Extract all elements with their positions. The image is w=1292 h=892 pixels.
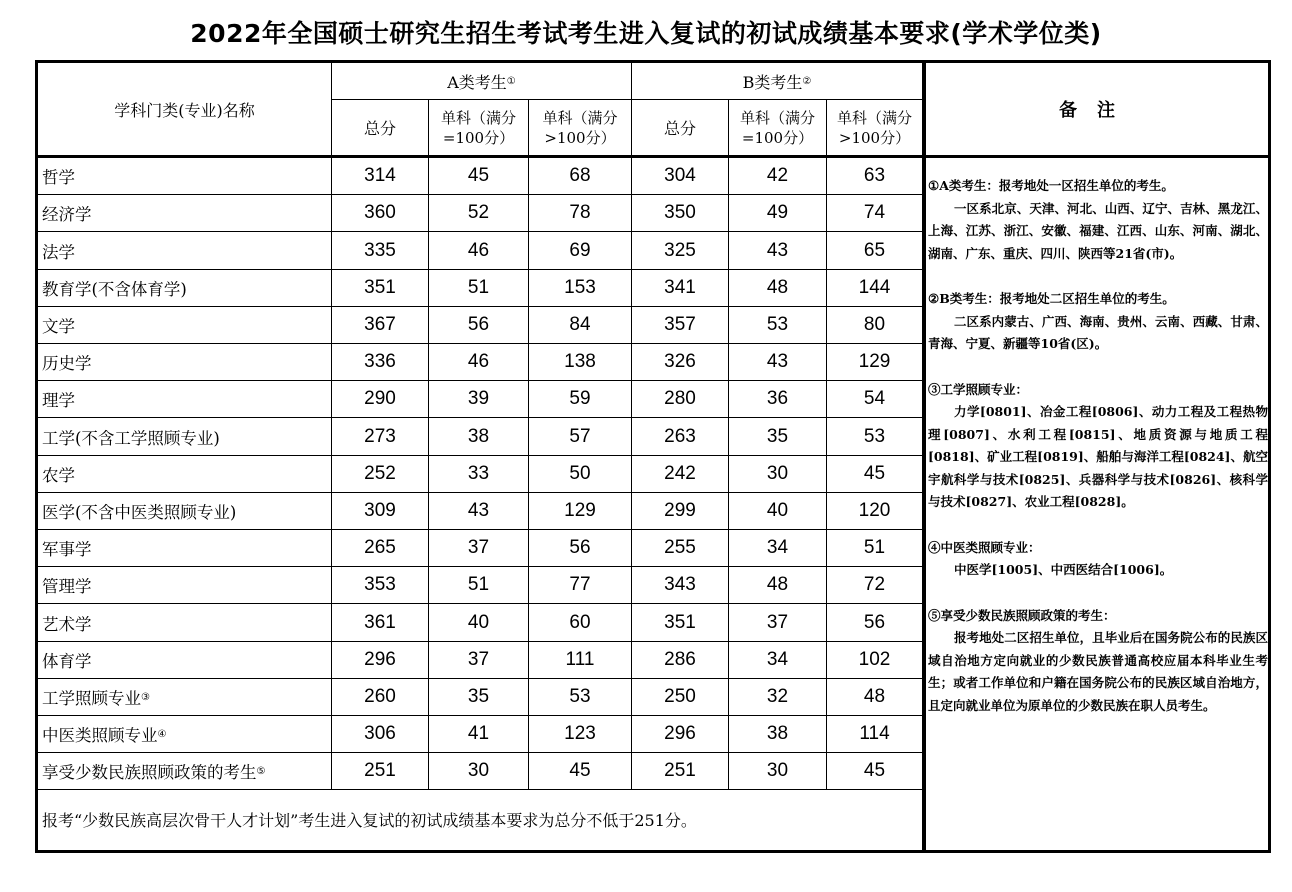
score-cell-b-s2: 45 — [827, 456, 922, 493]
score-cell-b-s2: 120 — [827, 493, 922, 530]
note-minority-head: ⑤享受少数民族照顾政策的考生： — [928, 607, 1116, 623]
b-single-gt100-header — [827, 100, 922, 155]
score-cell-b-total: 296 — [632, 716, 729, 753]
b-single-gt100-line2: >100分） — [838, 128, 911, 147]
score-cell-b-s1: 42 — [729, 158, 827, 195]
score-cell-a-s2: 59 — [529, 381, 632, 418]
subject-name: 哲学 — [42, 168, 75, 187]
score-cell-b-s1: 48 — [729, 270, 827, 307]
group-a-footnote-mark: ① — [506, 75, 516, 87]
score-cell-b-s1: 49 — [729, 195, 827, 232]
subject-name-cell — [38, 456, 332, 493]
score-cell-b-total: 299 — [632, 493, 729, 530]
score-cell-b-s2: 102 — [827, 642, 922, 679]
score-cell-a-s2: 78 — [529, 195, 632, 232]
a-single-le100-header — [429, 100, 529, 155]
score-cell-b-s1: 30 — [729, 753, 827, 790]
score-cell-b-s1: 37 — [729, 604, 827, 642]
score-cell-a-total: 252 — [332, 456, 429, 493]
score-cell-b-s2: 54 — [827, 381, 922, 418]
note-engineering — [928, 379, 1268, 514]
footnote-mark: ⑤ — [256, 765, 266, 777]
score-cell-b-total: 304 — [632, 158, 729, 195]
score-cell-a-s2: 50 — [529, 456, 632, 493]
score-cell-a-s2: 77 — [529, 567, 632, 604]
note-engineering-head: ③工学照顾专业： — [928, 381, 1029, 397]
subject-name-cell — [38, 418, 332, 456]
score-cell-a-s1: 51 — [429, 270, 529, 307]
note-minority-body: 报考地处二区招生单位，且毕业后在国务院公布的民族区域自治地方定向就业的少数民族普通高校应届本科毕业生考生；或者工作单位和户籍在国务院公布的民族区域自治地方，且定向就业单位为原单位的少数民族在职人员考生。 — [928, 630, 1268, 713]
score-cell-a-s1: 56 — [429, 307, 529, 344]
subject-name-cell — [38, 567, 332, 604]
a-single-le100-line2: =100分） — [442, 128, 515, 147]
subject-name: 医学(不含中医类照顾专业) — [42, 503, 237, 522]
note-tcm-head: ④中医类照顾专业： — [928, 539, 1041, 555]
note-minority — [928, 605, 1268, 718]
score-cell-b-total: 343 — [632, 567, 729, 604]
score-cell-b-s1: 34 — [729, 530, 827, 567]
score-cell-b-total: 350 — [632, 195, 729, 232]
score-cell-a-s1: 33 — [429, 456, 529, 493]
score-cell-a-total: 335 — [332, 232, 429, 270]
score-cell-a-s1: 35 — [429, 679, 529, 716]
score-cell-a-s1: 46 — [429, 344, 529, 381]
score-cell-a-s2: 111 — [529, 642, 632, 679]
a-total-header — [332, 100, 429, 155]
score-cell-b-s2: 51 — [827, 530, 922, 567]
b-single-le100-line2: =100分） — [741, 128, 814, 147]
remarks-notes — [928, 175, 1268, 740]
score-cell-a-s2: 129 — [529, 493, 632, 530]
score-cell-b-total: 326 — [632, 344, 729, 381]
score-cell-b-total: 357 — [632, 307, 729, 344]
footer-note: 报考“少数民族高层次骨干人才计划”考生进入复试的初试成绩基本要求为总分不低于251分。 — [42, 810, 697, 830]
subject-name: 工学(不含工学照顾专业) — [42, 428, 220, 448]
note-b-class — [928, 288, 1268, 356]
subject-name: 军事学 — [42, 540, 92, 559]
subject-name: 理学 — [42, 391, 75, 410]
score-cell-a-total: 351 — [332, 270, 429, 307]
score-cell-a-s2: 69 — [529, 232, 632, 270]
subject-name-cell — [38, 232, 332, 270]
subject-name-cell — [38, 679, 332, 716]
a-single-le100-line1: 单科（满分 — [440, 108, 516, 127]
score-cell-a-total: 367 — [332, 307, 429, 344]
a-single-gt100-line1: 单科（满分 — [542, 108, 618, 127]
subject-name-cell — [38, 195, 332, 232]
score-cell-b-s2: 56 — [827, 604, 922, 642]
score-cell-a-total: 306 — [332, 716, 429, 753]
subject-name-cell — [38, 158, 332, 195]
score-cell-a-s2: 60 — [529, 604, 632, 642]
note-a-class-body: 一区系北京、天津、河北、山西、辽宁、吉林、黑龙江、上海、江苏、浙江、安徽、福建、江西、山东、河南、湖北、湖南、广东、重庆、四川、陕西等21省(市)。 — [928, 200, 1268, 261]
subject-name: 艺术学 — [42, 614, 92, 634]
score-cell-a-s2: 68 — [529, 158, 632, 195]
note-tcm-body: 中医学[1005]、中西医结合[1006]。 — [954, 562, 1173, 577]
subject-name-cell — [38, 530, 332, 567]
subject-name-cell — [38, 270, 332, 307]
subject-name: 农学 — [42, 466, 75, 485]
score-cell-a-total: 296 — [332, 642, 429, 679]
note-engineering-body: 力学[0801]、冶金工程[0806]、动力工程及工程热物理[0807]、水利工程[0815]、地质资源与地质工程[0818]、矿业工程[0819]、船舶与海洋工程[0824]、航空宇航科学与技术[0825]、兵器科学与技术[0826]、核科学与技术[0827]、农业工程[0828]。 — [928, 404, 1268, 509]
subject-name: 享受少数民族照顾政策的考生 — [42, 763, 257, 782]
score-cell-b-s1: 40 — [729, 493, 827, 530]
subject-name: 经济学 — [42, 205, 92, 224]
subject-name: 教育学(不含体育学) — [42, 280, 187, 299]
score-cell-b-s2: 72 — [827, 567, 922, 604]
note-b-class-head: ②B类考生：报考地处二区招生单位的考生。 — [928, 291, 1175, 306]
score-cell-a-s2: 84 — [529, 307, 632, 344]
score-cell-b-s2: 80 — [827, 307, 922, 344]
a-total-label: 总分 — [363, 119, 396, 138]
score-cell-b-s1: 30 — [729, 456, 827, 493]
note-a-class — [928, 175, 1268, 265]
subject-name-cell — [38, 344, 332, 381]
subject-name: 工学照顾专业 — [42, 689, 141, 708]
score-cell-b-s1: 43 — [729, 232, 827, 270]
a-single-gt100-header — [529, 100, 632, 155]
score-cell-a-total: 353 — [332, 567, 429, 604]
score-cell-b-s2: 65 — [827, 232, 922, 270]
score-cell-a-s2: 53 — [529, 679, 632, 716]
subject-name-cell — [38, 381, 332, 418]
note-tcm — [928, 537, 1268, 582]
subject-name-cell — [38, 604, 332, 642]
score-cell-a-total: 336 — [332, 344, 429, 381]
remarks-header — [926, 63, 1268, 155]
score-cell-b-total: 286 — [632, 642, 729, 679]
score-cell-b-s2: 144 — [827, 270, 922, 307]
score-cell-b-s1: 43 — [729, 344, 827, 381]
score-cell-b-s1: 35 — [729, 418, 827, 456]
b-single-gt100-line1: 单科（满分 — [836, 108, 912, 127]
score-cell-b-s2: 48 — [827, 679, 922, 716]
score-cell-b-total: 341 — [632, 270, 729, 307]
score-cell-a-s2: 56 — [529, 530, 632, 567]
score-cell-a-total: 314 — [332, 158, 429, 195]
score-cell-b-total: 280 — [632, 381, 729, 418]
score-cell-b-total: 242 — [632, 456, 729, 493]
subject-column-label: 学科门类(专业)名称 — [114, 100, 255, 120]
score-cell-b-s1: 32 — [729, 679, 827, 716]
remarks-divider — [922, 60, 926, 853]
score-cell-a-s1: 51 — [429, 567, 529, 604]
score-cell-b-s1: 34 — [729, 642, 827, 679]
score-cell-a-s1: 46 — [429, 232, 529, 270]
score-cell-a-s2: 138 — [529, 344, 632, 381]
subject-column-header — [38, 63, 332, 155]
score-cell-b-s1: 48 — [729, 567, 827, 604]
score-cell-b-s2: 129 — [827, 344, 922, 381]
score-cell-a-s1: 41 — [429, 716, 529, 753]
subject-name-cell — [38, 493, 332, 530]
subject-name-cell — [38, 642, 332, 679]
b-total-label: 总分 — [663, 119, 696, 138]
a-single-gt100-line2: >100分） — [544, 128, 616, 147]
score-cell-a-s2: 153 — [529, 270, 632, 307]
score-cell-a-s1: 43 — [429, 493, 529, 530]
score-cell-a-s1: 38 — [429, 418, 529, 456]
score-cell-b-s1: 38 — [729, 716, 827, 753]
score-cell-b-total: 251 — [632, 753, 729, 790]
group-b-header — [632, 63, 922, 100]
score-cell-b-s2: 63 — [827, 158, 922, 195]
footnote-mark: ④ — [157, 728, 167, 740]
score-cell-b-total: 325 — [632, 232, 729, 270]
score-cell-a-total: 260 — [332, 679, 429, 716]
score-cell-b-s2: 53 — [827, 418, 922, 456]
subject-name: 管理学 — [42, 577, 92, 596]
subject-name-cell — [38, 716, 332, 753]
score-cell-a-s1: 39 — [429, 381, 529, 418]
score-cell-b-total: 250 — [632, 679, 729, 716]
subject-name: 文学 — [42, 317, 75, 336]
score-cell-a-total: 265 — [332, 530, 429, 567]
score-cell-a-total: 251 — [332, 753, 429, 790]
group-b-footnote-mark: ② — [802, 75, 812, 87]
subject-name: 历史学 — [42, 354, 92, 373]
subject-name: 体育学 — [42, 652, 92, 671]
score-cell-b-total: 351 — [632, 604, 729, 642]
score-cell-a-total: 290 — [332, 381, 429, 418]
b-total-header — [632, 100, 729, 155]
b-single-le100-header — [729, 100, 827, 155]
score-cell-a-s1: 37 — [429, 642, 529, 679]
score-cell-a-s2: 57 — [529, 418, 632, 456]
subject-name-cell — [38, 307, 332, 344]
subject-name-cell — [38, 753, 332, 790]
score-cell-b-total: 263 — [632, 418, 729, 456]
group-b-label: B类考生 — [742, 72, 803, 92]
remarks-header-divider — [926, 155, 1268, 158]
score-cell-a-total: 273 — [332, 418, 429, 456]
score-cell-a-s1: 40 — [429, 604, 529, 642]
remarks-label: 备注 — [1059, 100, 1135, 121]
score-cell-b-total: 255 — [632, 530, 729, 567]
subject-name: 法学 — [42, 242, 75, 262]
score-cell-a-s1: 45 — [429, 158, 529, 195]
page-title: 2022年全国硕士研究生招生考试考生进入复试的初试成绩基本要求(学术学位类) — [190, 19, 1102, 48]
score-cell-a-s1: 52 — [429, 195, 529, 232]
score-cell-a-s2: 123 — [529, 716, 632, 753]
score-cell-a-s1: 30 — [429, 753, 529, 790]
score-cell-a-s2: 45 — [529, 753, 632, 790]
b-single-le100-line1: 单科（满分 — [739, 108, 815, 127]
score-cell-b-s2: 74 — [827, 195, 922, 232]
group-a-header — [332, 63, 632, 100]
score-cell-a-total: 360 — [332, 195, 429, 232]
note-b-class-body: 二区系内蒙古、广西、海南、贵州、云南、西藏、甘肃、青海、宁夏、新疆等10省(区)。 — [928, 313, 1268, 351]
score-cell-b-s2: 45 — [827, 753, 922, 790]
score-cell-a-total: 361 — [332, 604, 429, 642]
subject-name: 中医类照顾专业 — [42, 726, 158, 745]
score-cell-a-total: 309 — [332, 493, 429, 530]
score-cell-b-s2: 114 — [827, 716, 922, 753]
score-cell-b-s1: 53 — [729, 307, 827, 344]
score-cell-b-s1: 36 — [729, 381, 827, 418]
footnote-mark: ③ — [141, 691, 150, 703]
note-a-class-head: ①A类考生：报考地处一区招生单位的考生。 — [928, 178, 1174, 193]
score-cell-a-s1: 37 — [429, 530, 529, 567]
group-a-label: A类考生 — [447, 72, 507, 92]
